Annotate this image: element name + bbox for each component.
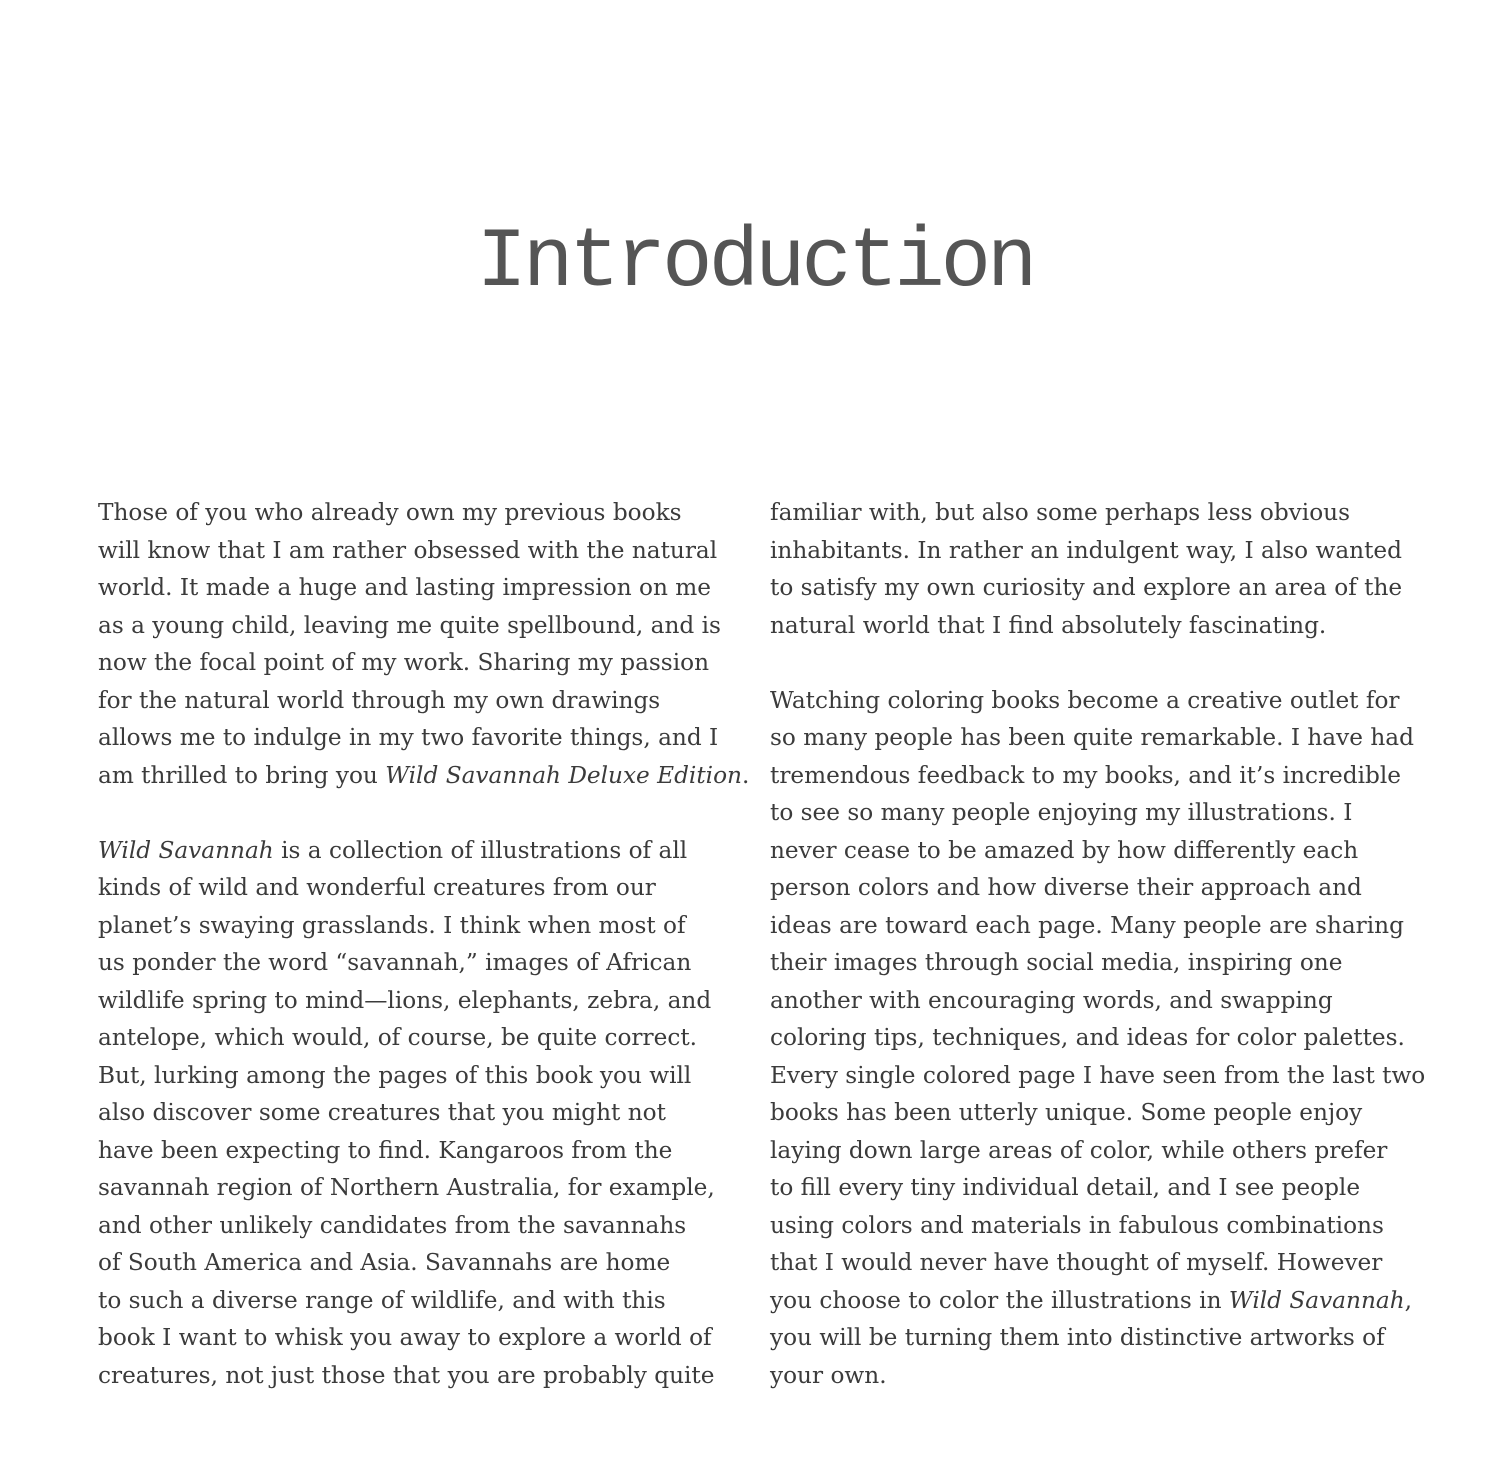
text-line: another with encouraging words, and swapping [770, 986, 1333, 1014]
text-line: you will be turning them into distinctive artworks of [770, 1324, 1385, 1351]
text-line: will know that I am rather obsessed with the natural [98, 536, 718, 564]
text-line: for the natural world through my own drawings [98, 686, 661, 714]
text-line: books has been utterly unique. Some people enjoy [770, 1099, 1363, 1126]
text-line: also discover some creatures that you might not [98, 1099, 666, 1126]
paragraph-3 [770, 682, 1430, 1395]
text-line: to satisfy my own curiosity and explore an area of the [770, 574, 1403, 601]
text-line [98, 757, 758, 795]
text-line: so many people has been quite remarkable. I have had [770, 724, 1414, 751]
text-line: using colors and materials in fabulous combinations [770, 1211, 1384, 1239]
text-segment: am thrilled to bring you [98, 761, 386, 789]
text-line [770, 1282, 1430, 1320]
text-line: person colors and how diverse their approach and [770, 874, 1362, 901]
text-line: world. It made a huge and lasting impression on me [98, 574, 711, 601]
text-line: to fill every tiny individual detail, and I see people [770, 1174, 1361, 1201]
text-line: familiar with, but also some perhaps less obvious [770, 499, 1350, 526]
text-line: wildlife spring to mind—lions, elephants, zebra, and [98, 986, 712, 1014]
right-column [770, 494, 1430, 1394]
text-line: natural world that I find absolutely fascinating. [770, 611, 1327, 639]
text-line: to see so many people enjoying my illustrations. I [770, 799, 1353, 826]
text-line: Watching coloring books become a creative outlet for [770, 686, 1400, 714]
text-line: creatures, not just those that you are probably quite [98, 1361, 715, 1389]
page-title: Introduction [476, 216, 1034, 311]
text-segment: , [1404, 1286, 1413, 1314]
text-line: as a young child, leaving me quite spellbound, and is [98, 611, 721, 639]
text-line: and other unlikely candidates from the savannahs [98, 1211, 687, 1239]
text-segment: is a collection of illustrations of all [273, 836, 688, 864]
text-line: book I want to whisk you away to explore a world of [98, 1324, 712, 1351]
text-line: laying down large areas of color, while others prefer [770, 1136, 1388, 1164]
text-line: antelope, which would, of course, be quite correct. [98, 1024, 698, 1051]
text-line: Those of you who already own my previous books [98, 499, 682, 526]
text-line: kinds of wild and wonderful creatures from our [98, 874, 656, 901]
text-line: their images through social media, inspiring one [770, 949, 1343, 976]
text-line [98, 832, 758, 870]
text-line: to such a diverse range of wildlife, and with this [98, 1286, 666, 1314]
text-line: But, lurking among the pages of this book you will [98, 1061, 692, 1089]
text-segment: you choose to color the illustrations in [770, 1286, 1229, 1314]
text-line: ideas are toward each page. Many people are sharing [770, 911, 1404, 939]
text-line: never cease to be amazed by how differently each [770, 836, 1359, 864]
text-line: Every single colored page I have seen from the last two [770, 1061, 1426, 1089]
book-title-italic: Wild Savannah [98, 836, 274, 864]
text-line: coloring tips, techniques, and ideas for color palettes. [770, 1024, 1405, 1051]
paragraph-1 [98, 494, 758, 794]
text-line: have been expecting to find. Kangaroos from the [98, 1136, 673, 1164]
text-line: inhabitants. In rather an indulgent way, I also wanted [770, 536, 1402, 564]
paragraph-2 [98, 832, 758, 1395]
paragraph-continued [770, 494, 1430, 644]
text-line: that I would never have thought of myself. However [770, 1249, 1383, 1276]
text-line: allows me to indulge in my two favorite things, and I [98, 724, 719, 751]
book-title-italic: Wild Savannah Deluxe Edition [385, 761, 742, 789]
book-title-italic: Wild Savannah [1228, 1286, 1405, 1314]
text-line: of South America and Asia. Savannahs are home [98, 1249, 671, 1276]
text-line: us ponder the word “savannah,” images of African [98, 949, 692, 976]
text-line: your own. [770, 1361, 887, 1389]
text-line: tremendous feedback to my books, and it’s incredible [770, 761, 1402, 789]
text-line: savannah region of Northern Australia, for example, [98, 1174, 715, 1201]
left-column [98, 494, 758, 1394]
text-line: planet’s swaying grasslands. I think when most of [98, 911, 686, 939]
text-segment: . [741, 761, 750, 789]
text-line: now the focal point of my work. Sharing my passion [98, 649, 710, 676]
